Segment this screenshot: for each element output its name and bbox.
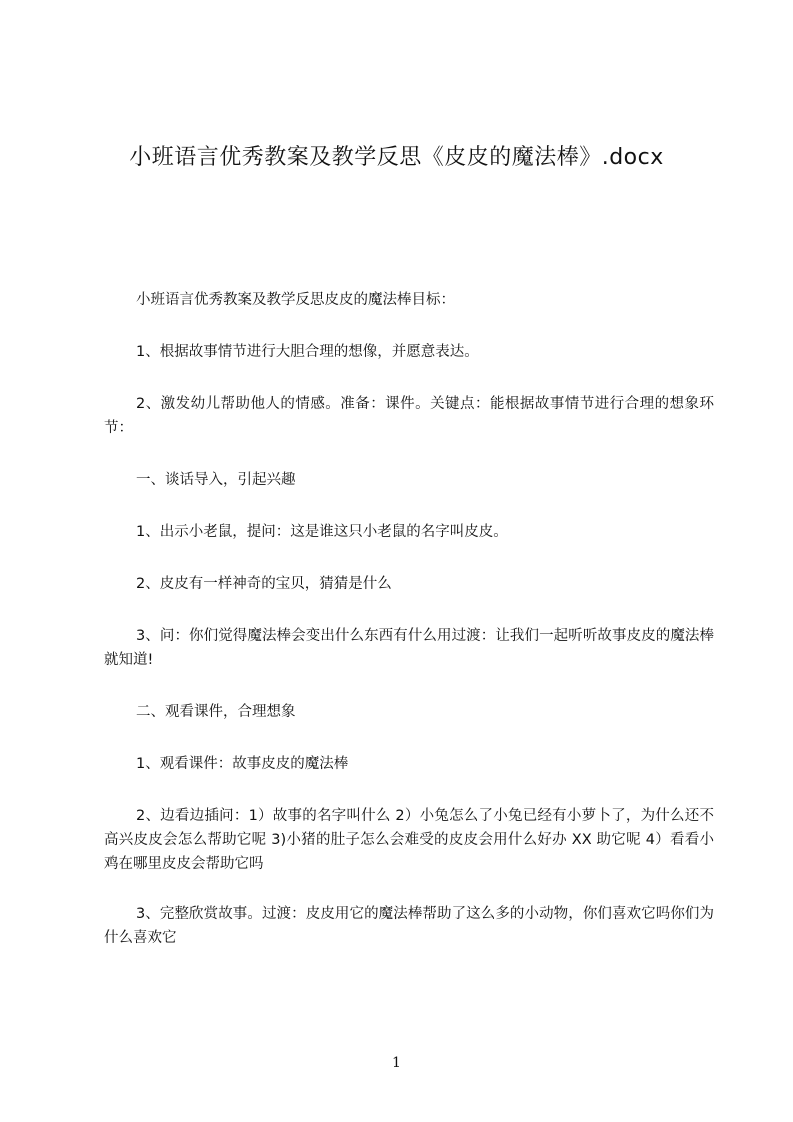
paragraph-step-2: 2、皮皮有一样神奇的宝贝，猜猜是什么 (136, 576, 392, 592)
paragraph-section-1-heading: 一、谈话导入，引起兴趣 (136, 472, 296, 488)
document-body (104, 288, 714, 978)
paragraph-goal-heading: 小班语言优秀教案及教学反思皮皮的魔法棒目标： (136, 292, 455, 308)
paragraph-goal-1: 1、根据故事情节进行大胆合理的想像，并愿意表达。 (136, 344, 479, 360)
paragraph-watch-1: 1、观看课件：故事皮皮的魔法棒 (136, 756, 349, 772)
paragraph-goal-2: 2、激发幼儿帮助他人的情感。准备：课件。关键点：能根据故事情节进行合理的想象环节： (104, 396, 714, 436)
paragraph-watch-3: 3、完整欣赏故事。过渡：皮皮用它的魔法棒帮助了这么多的小动物，你们喜欢它吗你们为什么喜欢它 (104, 906, 714, 946)
paragraph-section-2-heading: 二、观看课件，合理想象 (136, 704, 296, 720)
paragraph-watch-2: 2、边看边插问：1）故事的名字叫什么 2）小兔怎么了小兔已经有小萝卜了，为什么还不高兴皮皮会怎么帮助它呢 3)小猪的肚子怎么会难受的皮皮会用什么好办 XX 助它呢 4）看看小鸡在哪里皮皮会帮助它吗 (104, 808, 714, 872)
document-title: 小班语言优秀教案及教学反思《皮皮的魔法棒》.docx (129, 145, 664, 170)
paragraph-step-1: 1、出示小老鼠，提问：这是谁这只小老鼠的名字叫皮皮。 (136, 524, 508, 540)
paragraph-step-3: 3、问：你们觉得魔法棒会变出什么东西有什么用过渡：让我们一起听听故事皮皮的魔法棒就知道! (104, 628, 714, 668)
page-number: 1 (392, 1055, 401, 1071)
